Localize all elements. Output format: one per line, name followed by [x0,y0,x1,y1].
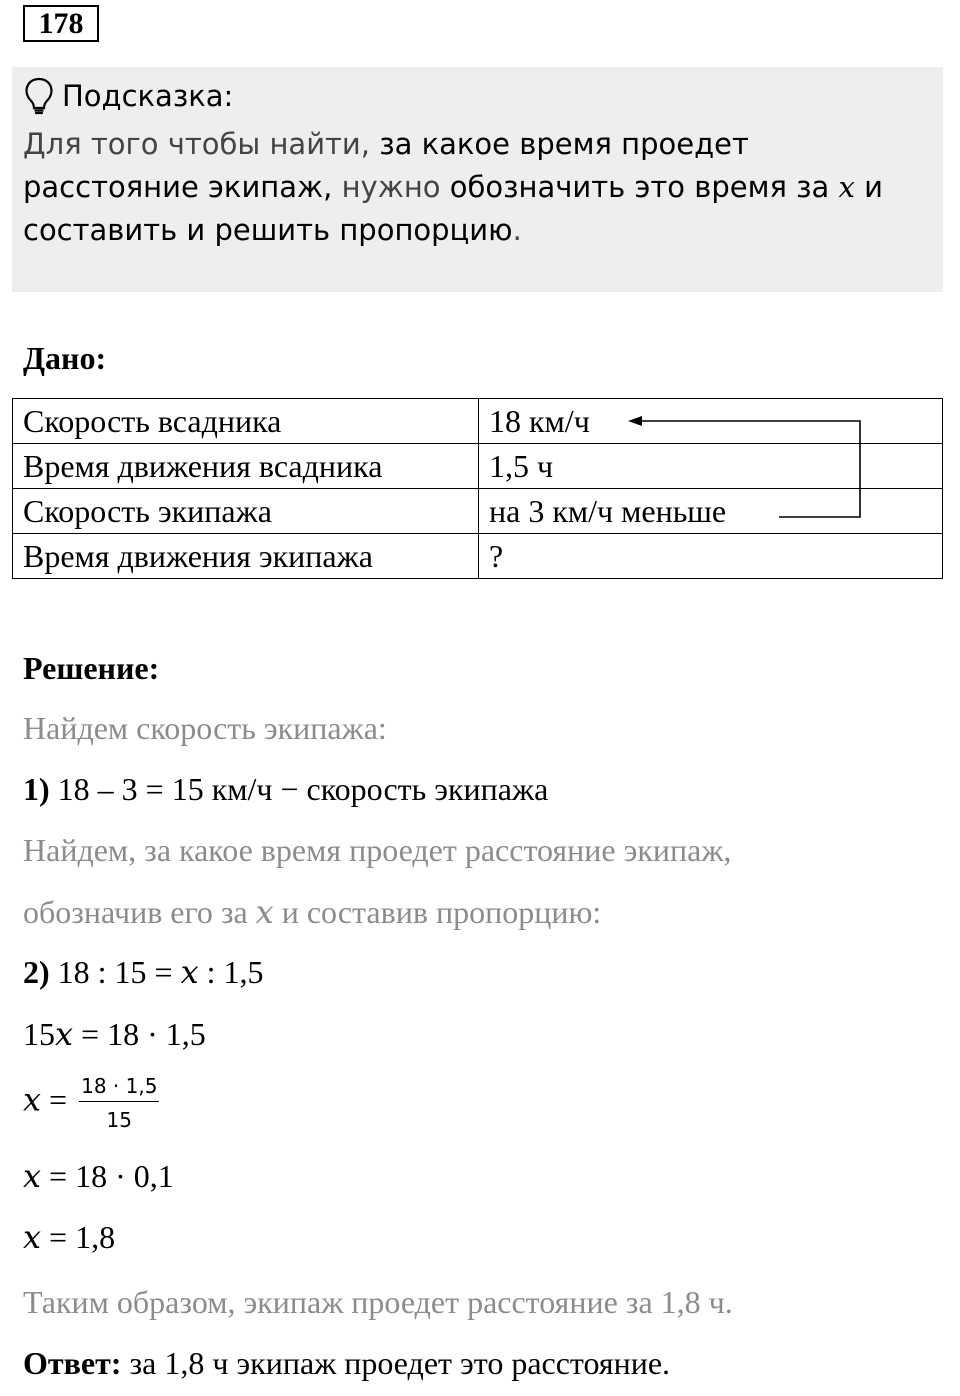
table-row [13,489,943,534]
equation-part: 15 [23,1016,55,1052]
table-row [13,444,943,489]
equation-part: = 18 · 1,5 [73,1016,206,1052]
hint-text-part: нужно [332,170,450,204]
fraction-numerator: 18 · 1,5 [79,1074,159,1102]
solution-step-1 [23,771,548,808]
hint-text-emphasis: за какое время проедет расстояние экипаж, [23,127,749,204]
answer-label: Ответ: [23,1345,122,1381]
table-cell-value: на 3 км/ч меньше [479,489,943,534]
comment-text: и составив пропорцию: [273,894,602,930]
lightbulb-icon [24,77,54,115]
table-cell-value: ? [479,534,943,579]
solution-title: Решение: [23,650,160,686]
comment-text: обозначив его за [23,894,256,930]
step-text: : 1,5 [198,954,264,990]
equation-part: = 1,8 [41,1219,116,1255]
variable: x [255,893,274,931]
hint-box [12,67,943,292]
step-text: 18 : 15 = [49,954,181,990]
table-row [13,534,943,579]
solution-comment: Найдем скорость экипажа: [23,710,387,746]
variable: x [23,1157,42,1195]
hint-title: Подсказка: [62,79,234,113]
equation [23,1218,115,1256]
table-cell-label: Скорость всадника [13,399,479,444]
fraction [79,1074,159,1132]
variable: x [55,1015,74,1053]
table-row [13,399,943,444]
hint-text-emphasis: и составить и решить пропорцию [23,170,883,247]
variable: x [180,953,199,991]
solution-step-2 [23,953,264,991]
variable: x [23,1080,42,1119]
task-number: 178 [23,5,99,42]
hint-text-emphasis: обозначить это время за [449,170,839,204]
equation-fraction [23,1074,159,1132]
given-title: Дано: [23,340,107,376]
given-table [12,398,943,579]
solution-conclusion: Таким образом, экипаж проедет расстояние за 1,8 ч. [23,1284,733,1320]
table-cell-label: Время движения всадника [13,444,479,489]
hint-text-part: Для того чтобы найти, [23,127,380,161]
answer [23,1345,670,1382]
hint-text-part: . [512,213,522,247]
step-text: 18 – 3 = 15 км/ч − скорость экипажа [49,771,549,807]
table-cell-value: 1,5 ч [479,444,943,489]
step-number: 1) [23,771,50,807]
equation-part: = [41,1081,76,1118]
equation-part: = 18 · 0,1 [41,1158,174,1194]
equation [23,1157,174,1195]
answer-text: за 1,8 ч экипаж проедет это расстояние. [121,1345,671,1381]
hint-text [23,123,923,252]
hint-header [24,75,233,117]
variable: x [23,1218,42,1256]
table-cell-label: Скорость экипажа [13,489,479,534]
step-number: 2) [23,954,50,990]
equation [23,1015,206,1053]
table-cell-label: Время движения экипажа [13,534,479,579]
table-cell-value: 18 км/ч [479,399,943,444]
solution-comment: Найдем, за какое время проедет расстояние экипаж, [23,832,732,868]
fraction-denominator: 15 [106,1108,132,1132]
hint-variable: x [838,170,855,204]
solution-comment [23,893,601,931]
